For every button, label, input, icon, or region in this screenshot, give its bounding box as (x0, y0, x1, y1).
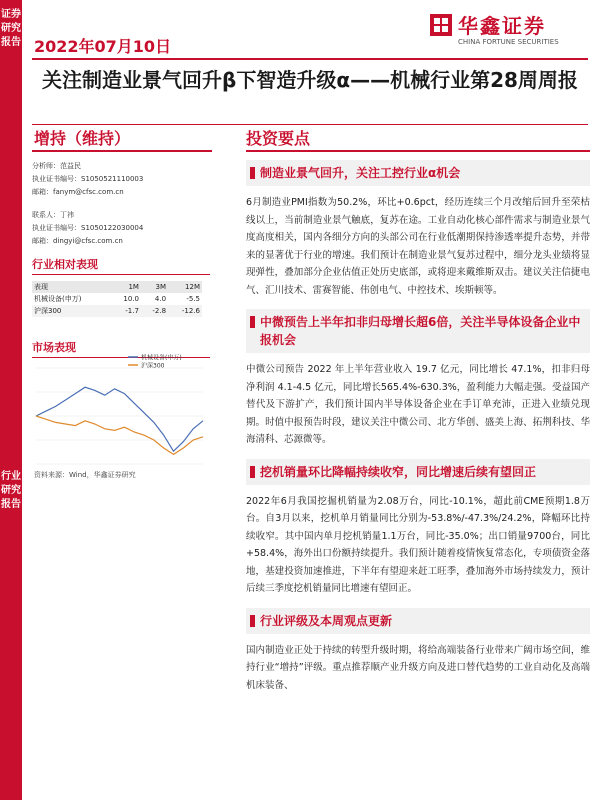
section-text-semiconductor: 中微公司预告 2022 年上半年营业收入 19.7 亿元，同比增长 47.1%，扣非归母净利润 4.1-4.5 亿元，同比增长565.4%-630.3%，盈利能力大幅走强。受益国产替代及下游扩产，我们预计国内半导体设备企业在手订单充沛，正进入业绩兑现期。时值中报预告时段，建议关注中微公司、北方华创、盛美上海、拓荆科技、华海清科、芯源微等。 (246, 364, 590, 445)
legend-label: 机械设备(申万) (141, 354, 182, 362)
contact-email: 邮箱：dingyi@cfsc.com.cn (32, 237, 123, 245)
section-text-rating: 国内制造业正处于持续的转型升级时期，将给高端装备行业带来广阔市场空间，维持行业“增持”评级。重点推荐顺产业升级方向及进口替代趋势的工业自动化及高端机床装备、 (246, 644, 590, 691)
table-row (32, 293, 202, 305)
table-cell: 沪深300 (32, 305, 111, 317)
company-logo (430, 10, 590, 52)
side-label-bottom: 行业研究报告 (1, 471, 21, 510)
table-cell: -12.6 (168, 305, 202, 317)
relative-performance-heading: 行业相对表现 (32, 256, 210, 275)
table-cell: 10.0 (123, 295, 139, 303)
market-performance-chart (32, 350, 207, 470)
rating-underline (32, 150, 212, 152)
header-divider (32, 58, 588, 60)
section-text-excavator: 2022年6月我国挖掘机销量为2.08万台，同比-10.1%，超此前CME预期1.8万台。自3月以来，挖机单月销量同比分别为-53.8%/-47.3%/24.2%，降幅环比持续收窄。其中国内单月挖机销量1.1万台，同比-35.0%；出口销量9700台，同比+58.4%，海外出口份额持续提升。我们预计随着疫情恢复常态化，专项债资金落地，基建投资加速推进，下半年有望迎来赶工旺季，叠加海外市场持续发力，预计后续三季度挖机销量同比增速有望回正。 (246, 495, 590, 594)
table-header: 3M (141, 281, 168, 293)
table-header: 12M (168, 281, 202, 293)
section-heading-rating: 行业评级及本周观点更新 (246, 608, 590, 634)
section-heading-semiconductor: 中微预告上半年扣非归母增长超6倍，关注半导体设备企业中报机会 (246, 309, 590, 353)
analyst-cert: 执业证书编号：S1050521110003 (32, 175, 144, 183)
contact-cert: 执业证书编号：S1050122030004 (32, 224, 144, 232)
side-label-top: 证券研究报告 (1, 9, 21, 48)
chart-source: 资料来源：Wind，华鑫证券研究 (34, 471, 136, 479)
contact-block (32, 209, 210, 248)
chart-legend (128, 354, 182, 370)
table-cell: -2.8 (141, 305, 168, 317)
report-title: 关注制造业景气回升β下智造升级α——机械行业第28周周报 (42, 68, 578, 92)
title-divider (32, 124, 588, 125)
table-cell: -1.7 (111, 305, 141, 317)
table-cell: -5.5 (186, 295, 200, 303)
chart-lines (36, 387, 203, 454)
table-cell: 机械设备(申万) (34, 295, 82, 303)
series-line-1 (36, 416, 203, 454)
market-performance-heading: 市场表现 (32, 339, 210, 358)
contact-name: 联系人：丁祎 (32, 211, 74, 219)
table-row (32, 305, 202, 317)
investment-highlights-heading: 投资要点 (246, 129, 311, 148)
chart-grid (36, 368, 203, 464)
rating: 增持（维持） (34, 129, 131, 148)
right-column (246, 160, 590, 704)
table-cell: 4.0 (154, 295, 167, 303)
logo-mark-icon (430, 14, 452, 36)
section-heading-excavator: 挖机销量环比降幅持续收窄，同比增速后续有望回正 (246, 459, 590, 485)
logo-name-en: CHINA FORTUNE SECURITIES (458, 38, 559, 46)
table-header: 表现 (32, 281, 111, 293)
legend-label: 沪深300 (141, 362, 165, 370)
table-header: 1M (111, 281, 141, 293)
logo-name-cn: 华鑫证券 (458, 14, 546, 38)
side-strip (0, 0, 22, 800)
section-text-pmi: 6月制造业PMI指数为50.2%，环比+0.6pct，经历连续三个月改缩后回升至荣枯线以上，当前制造业景气触底，复苏在途。工业自动化核心部件需求与制造业景气度高度相关，国内各细分方向的头部公司在行业低潮期保持渗透率提升态势，并带来的显著优于行业的增速。我们预计在制造业景气复苏过程中，细分龙头业绩将显现弹性，叠加部分企业估值正处历史底部，或将迎来戴维斯双击。建议关注信捷电气、汇川技术、雷赛智能、伟创电气、中控技术、埃斯顿等。 (246, 197, 590, 296)
series-line-0 (36, 387, 203, 451)
section-heading-pmi: 制造业景气回升，关注工控行业α机会 (246, 160, 590, 186)
highlights-underline (246, 150, 590, 152)
table-header-row (32, 281, 202, 293)
performance-table (32, 281, 202, 317)
analyst-name: 分析师：范益民 (32, 162, 81, 170)
report-date: 2022年07月10日 (34, 37, 172, 56)
left-column (32, 160, 210, 358)
analyst-email: 邮箱：fanym@cfsc.com.cn (32, 188, 124, 196)
analyst-block (32, 160, 210, 199)
